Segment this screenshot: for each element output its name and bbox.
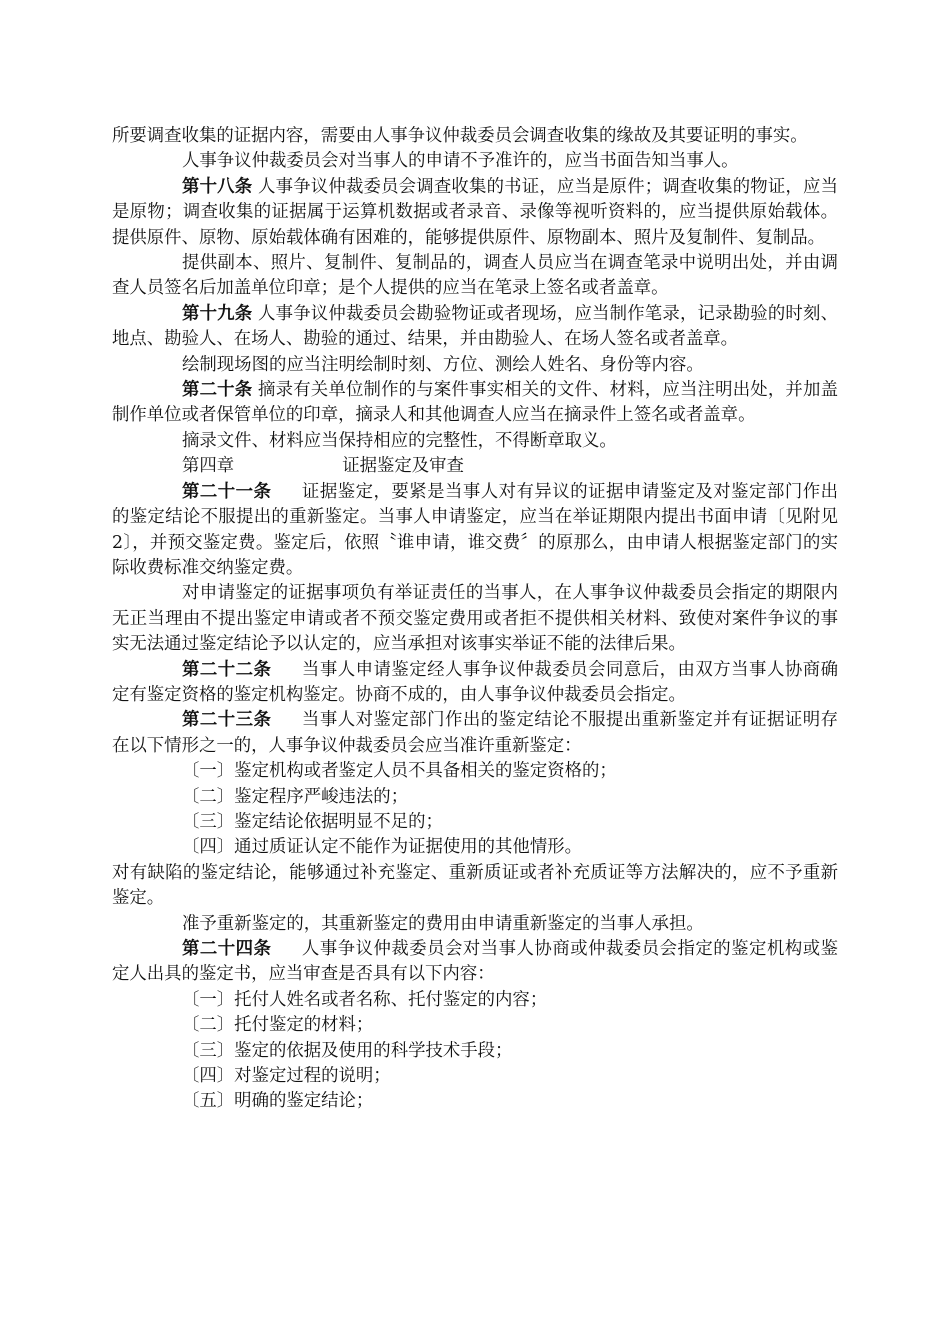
article-20 — [112, 378, 838, 429]
list-item: 〔三〕鉴定结论依据明显不足的； — [182, 811, 443, 832]
document-body — [112, 124, 838, 1115]
list-item: 〔二〕托付鉴定的材料； — [182, 1015, 374, 1036]
article-label: 第十九条 — [182, 303, 253, 324]
paragraph: 人事争议仲裁委员会对当事人的申请不予准许的，应当书面告知当事人。 — [182, 151, 739, 172]
chapter-number: 第四章 — [182, 456, 235, 477]
article-text: 摘录有关单位制作的与案件事实相关的文件、材料，应当注明出处，并加盖制作单位或者保管单位的印章，摘录人和其他调查人应当在摘录件上签名或者盖章。 — [112, 380, 838, 426]
article-19 — [112, 302, 838, 353]
chapter-heading — [112, 454, 838, 479]
list-item: 〔一〕鉴定机构或者鉴定人员不具备相关的鉴定资格的； — [182, 761, 617, 782]
paragraph: 摘录文件、材料应当保持相应的完整性，不得断章取义。 — [182, 430, 617, 451]
article-label: 第二十二条 — [182, 659, 272, 680]
paragraph: 对申请鉴定的证据事项负有举证责任的当事人，在人事争议仲裁委员会指定的期限内无正当理由不提出鉴定申请或者不预交鉴定费用或者拒不提供相关材料、致使对案件争议的事实无法通过鉴定结论予以认定的，应当承担对该事实举证不能的法律后果。 — [112, 583, 838, 655]
article-22 — [112, 658, 838, 709]
paragraph: 提供副本、照片、复制件、复制品的，调查人员应当在调查笔录中说明出处，并由调查人员签名后加盖单位印章；是个人提供的应当在笔录上签名或者盖章。 — [112, 253, 838, 299]
article-label: 第二十一条 — [182, 481, 272, 502]
article-label: 第二十三条 — [182, 710, 272, 731]
article-text: 当事人申请鉴定经人事争议仲裁委员会同意后，由双方当事人协商确定有鉴定资格的鉴定机构鉴定。协商不成的，由人事争议仲裁委员会指定。 — [112, 659, 838, 705]
list-item: 〔四〕通过质证认定不能作为证据使用的其他情形。 — [182, 837, 582, 858]
list-item: 〔四〕对鉴定过程的说明； — [182, 1066, 391, 1087]
article-label: 第二十四条 — [182, 939, 272, 959]
article-18 — [112, 175, 838, 251]
article-text: 人事争议仲裁委员会调查收集的书证，应当是原件；调查收集的物证，应当是原物；调查收集的证据属于运算机数据或者录音、录像等视听资料的，应当提供原始载体。提供原件、原物、原始载体确有困难的，能够提供原件、原物副本、照片及复制件、复制品。 — [112, 176, 838, 248]
article-24 — [112, 937, 838, 988]
paragraph: 准予重新鉴定的，其重新鉴定的费用由申请重新鉴定的当事人承担。 — [182, 913, 704, 934]
article-text: 当事人对鉴定部门作出的鉴定结论不服提出重新鉴定并有证据证明存在以下情形之一的，人事争议仲裁委员会应当准许重新鉴定： — [112, 710, 838, 756]
paragraph: 对有缺陷的鉴定结论，能够通过补充鉴定、重新质证或者补充质证等方法解决的，应不予重新鉴定。 — [112, 862, 838, 909]
article-21 — [112, 480, 838, 582]
article-label: 第十八条 — [182, 176, 253, 197]
chapter-title: 证据鉴定及审查 — [342, 456, 464, 477]
article-text: 证据鉴定，要紧是当事人对有异议的证据申请鉴定及对鉴定部门作出的鉴定结论不服提出的重新鉴定。当事人申请鉴定，应当在举证期限内提出书面申请〔见附见2〕，并预交鉴定费。鉴定后，依照〝谁申请，谁交费〞的原那么，由申请人根据鉴定部门的实际收费标准交纳鉴定费。 — [112, 481, 838, 578]
list-item: 〔三〕鉴定的依据及使用的科学技术手段； — [182, 1040, 513, 1061]
list-item: 〔五〕明确的鉴定结论； — [182, 1091, 374, 1112]
article-23 — [112, 708, 838, 759]
list-item: 〔二〕鉴定程序严峻违法的； — [182, 786, 409, 807]
paragraph: 绘制现场图的应当注明绘制时刻、方位、测绘人姓名、身份等内容。 — [182, 354, 704, 375]
paragraph: 所要调查收集的证据内容，需要由人事争议仲裁委员会调查收集的缘故及其要证明的事实。 — [112, 126, 808, 146]
article-text: 人事争议仲裁委员会勘验物证或者现场，应当制作笔录，记录勘验的时刻、地点、勘验人、在场人、勘验的通过、结果，并由勘验人、在场人签名或者盖章。 — [112, 303, 838, 350]
list-item: 〔一〕托付人姓名或者名称、托付鉴定的内容； — [182, 989, 548, 1010]
article-label: 第二十条 — [182, 380, 253, 401]
article-text: 人事争议仲裁委员会对当事人协商或仲裁委员会指定的鉴定机构或鉴定人出具的鉴定书，应当审查是否具有以下内容： — [112, 939, 838, 985]
